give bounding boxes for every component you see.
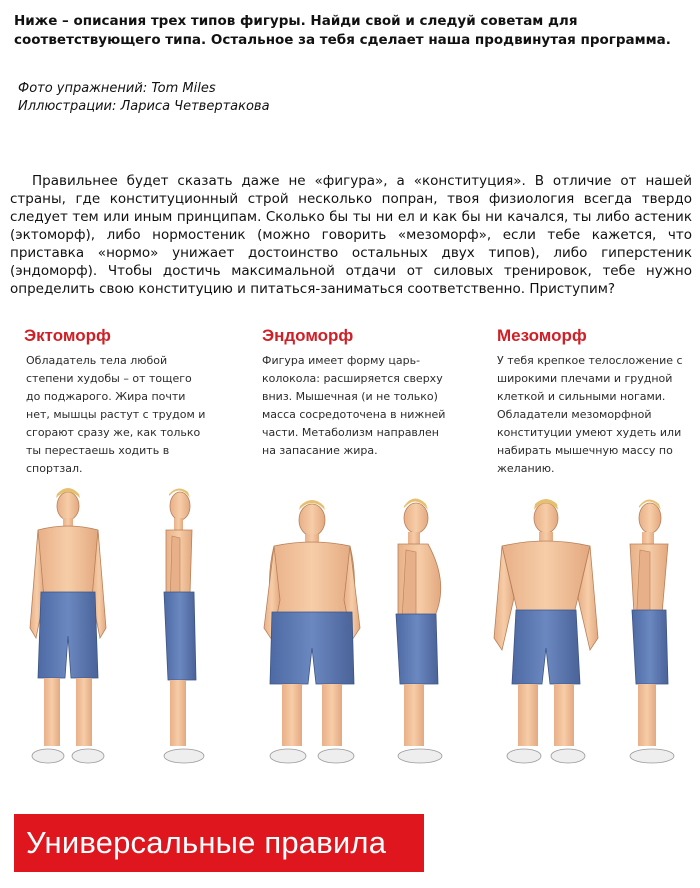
endomorph-front-figure [264,500,360,763]
ectomorph-description: Обладатель тела любой степени худобы – от тощего до поджарого. Жира почти нет, мышцы растут с трудом и сгорают сразу же, как только ты перестаешь ходить в спортзал. [26,354,206,475]
ectomorph-side-figure [164,488,204,763]
ectomorph-title: Эктоморф [24,326,111,345]
lead-paragraph: Правильнее будет сказать даже не «фигура», а «конституция». В отличие от нашей страны, где конституционный строй несколько попран, твоя физиология всегда твердо следует тем или иным принципам. Сколько бы ты ни ел и как бы ни качался, ты либо астеник (эктоморф), либо нормостеник (можно говорить «мезоморф», если тебе кажется, что приставка «нормо» унижает достоинство остальных двух типов), либо гиперстеник (эндоморф). Чтобы достичь максимальной отдачи от силовых тренировок, тебе нужно определить свою конституцию и питаться-заниматься соответственно. Приступим? [10,173,692,297]
endomorph-description: Фигура имеет форму царь-колокола: расширяется сверху вниз. Мышечная (и не только) масса сосредоточена в нижней части. Метаболизм направлен на запасание жира. [262,354,446,457]
ectomorph-front-figure [30,488,106,763]
section-banner: Универсальные правила [14,814,424,872]
mesomorph-side-figure [630,499,674,763]
endomorph-side-figure [396,498,442,763]
intro-text: Ниже – описания трех типов фигуры. Найди свой и следуй советам для соответствующего типа. Остальное за тебя сделает наша продвинутая программа. [14,13,671,48]
endomorph-title: Эндоморф [262,326,354,345]
illustration-credit: Иллюстрации: Лариса Четвертакова [18,99,270,114]
body-type-illustrations [10,488,690,788]
mesomorph-title: Мезоморф [497,326,587,345]
photo-credit: Фото упражнений: Tom Miles [18,81,216,96]
mesomorph-description: У тебя крепкое телосложение с широкими плечами и грудной клеткой и сильными ногами. Обладатели мезоморфной конституции умеют худеть или набирать мышечную массу по желанию. [497,354,683,475]
mesomorph-front-figure [494,499,598,763]
